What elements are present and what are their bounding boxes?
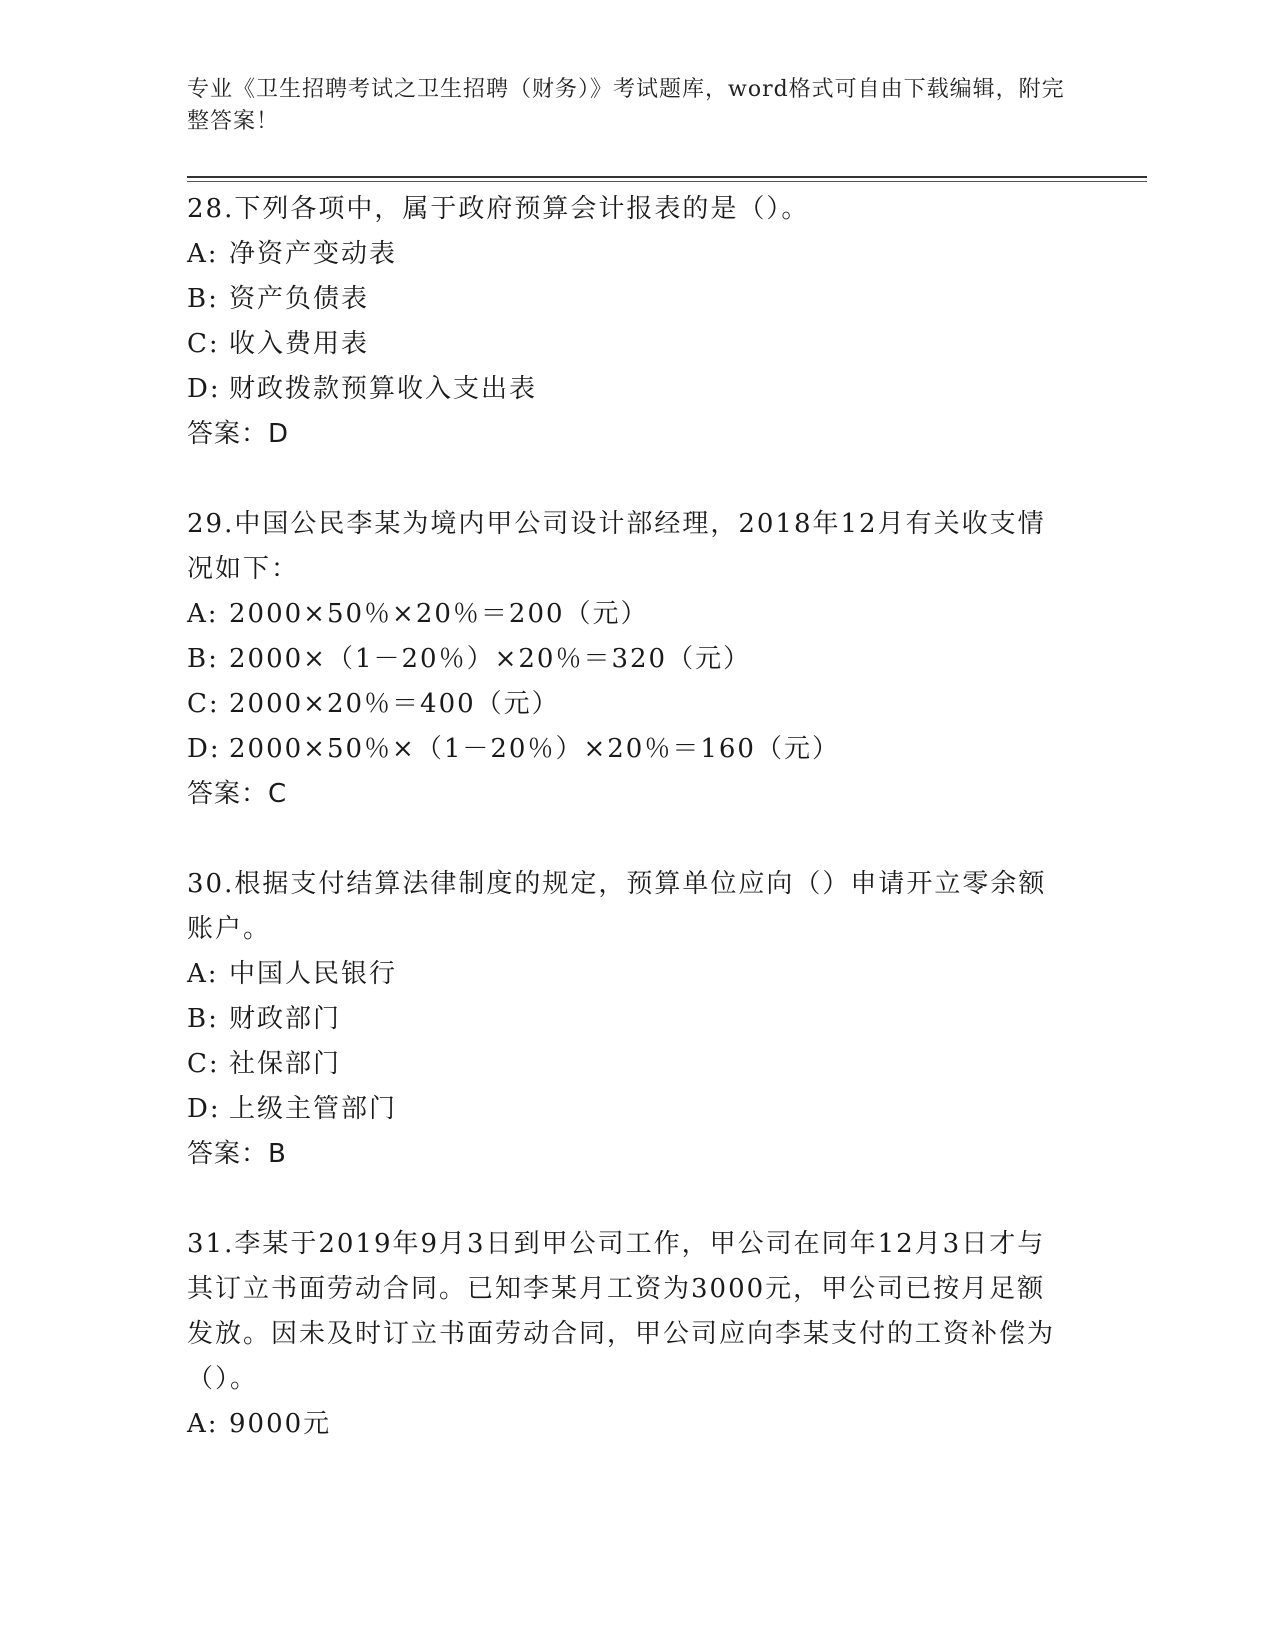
question-30 — [187, 862, 1067, 1177]
option-key: C: — [187, 1049, 220, 1079]
question-28 — [187, 187, 1067, 457]
option-b — [187, 997, 1067, 1042]
question-29 — [187, 502, 1067, 817]
option-key: B: — [187, 1004, 219, 1034]
option-key: A: — [187, 959, 219, 989]
header-divider-thick — [187, 176, 1147, 178]
option-key: A: — [187, 599, 219, 629]
option-key: A: — [187, 1409, 219, 1439]
option-text: 2000×（1－20％）×20％＝320（元） — [229, 644, 752, 674]
option-key: B: — [187, 644, 219, 674]
option-text: 2000×50％×（1－20％）×20％＝160（元） — [229, 734, 840, 764]
question-stem: 29.中国公民李某为境内甲公司设计部经理，2018年12月有关收支情况如下： — [187, 509, 1046, 584]
option-a — [187, 952, 1067, 997]
option-key: A: — [187, 239, 219, 269]
option-c — [187, 322, 1067, 367]
answer-line: 答案：C — [187, 779, 288, 809]
option-text: 中国人民银行 — [229, 959, 398, 989]
spacer — [187, 817, 1067, 862]
option-text: 社保部门 — [229, 1049, 342, 1079]
option-text: 财政部门 — [229, 1004, 342, 1034]
option-b — [187, 277, 1067, 322]
option-text: 2000×20％＝400（元） — [229, 689, 560, 719]
spacer — [187, 457, 1067, 502]
question-31 — [187, 1222, 1067, 1447]
option-text: 净资产变动表 — [229, 239, 398, 269]
header-divider-thin — [187, 181, 1147, 182]
question-stem: 30.根据支付结算法律制度的规定，预算单位应向（）申请开立零余额账户。 — [187, 869, 1047, 944]
option-key: C: — [187, 329, 220, 359]
option-text: 资产负债表 — [229, 284, 370, 314]
option-key: D: — [187, 734, 221, 764]
option-c — [187, 682, 1067, 727]
document-header: 专业《卫生招聘考试之卫生招聘（财务）》考试题库，word格式可自由下载编辑，附完整答案！ — [187, 77, 1065, 134]
option-a — [187, 1402, 1067, 1447]
option-a — [187, 232, 1067, 277]
option-key: B: — [187, 284, 219, 314]
option-key: D: — [187, 374, 221, 404]
option-key: C: — [187, 689, 220, 719]
question-stem: 28.下列各项中，属于政府预算会计报表的是（）。 — [187, 194, 810, 224]
answer-line: 答案：D — [187, 419, 290, 449]
option-c — [187, 1042, 1067, 1087]
option-b — [187, 637, 1067, 682]
option-text: 9000元 — [229, 1409, 332, 1439]
answer-line: 答案：B — [187, 1139, 287, 1169]
option-d — [187, 1087, 1067, 1132]
spacer — [187, 1177, 1067, 1222]
option-key: D: — [187, 1094, 221, 1124]
option-d — [187, 727, 1067, 772]
option-text: 收入费用表 — [229, 329, 370, 359]
option-text: 上级主管部门 — [229, 1094, 398, 1124]
option-d — [187, 367, 1067, 412]
question-list — [187, 187, 1067, 1447]
option-text: 2000×50％×20％＝200（元） — [229, 599, 649, 629]
option-text: 财政拨款预算收入支出表 — [229, 374, 538, 404]
option-a — [187, 592, 1067, 637]
question-stem: 31.李某于2019年9月3日到甲公司工作，甲公司在同年12月3日才与其订立书面劳动合同。已知李某月工资为3000元，甲公司已按月足额发放。因未及时订立书面劳动合同，甲公司应向李某支付的工资补偿为（）。 — [187, 1229, 1056, 1394]
